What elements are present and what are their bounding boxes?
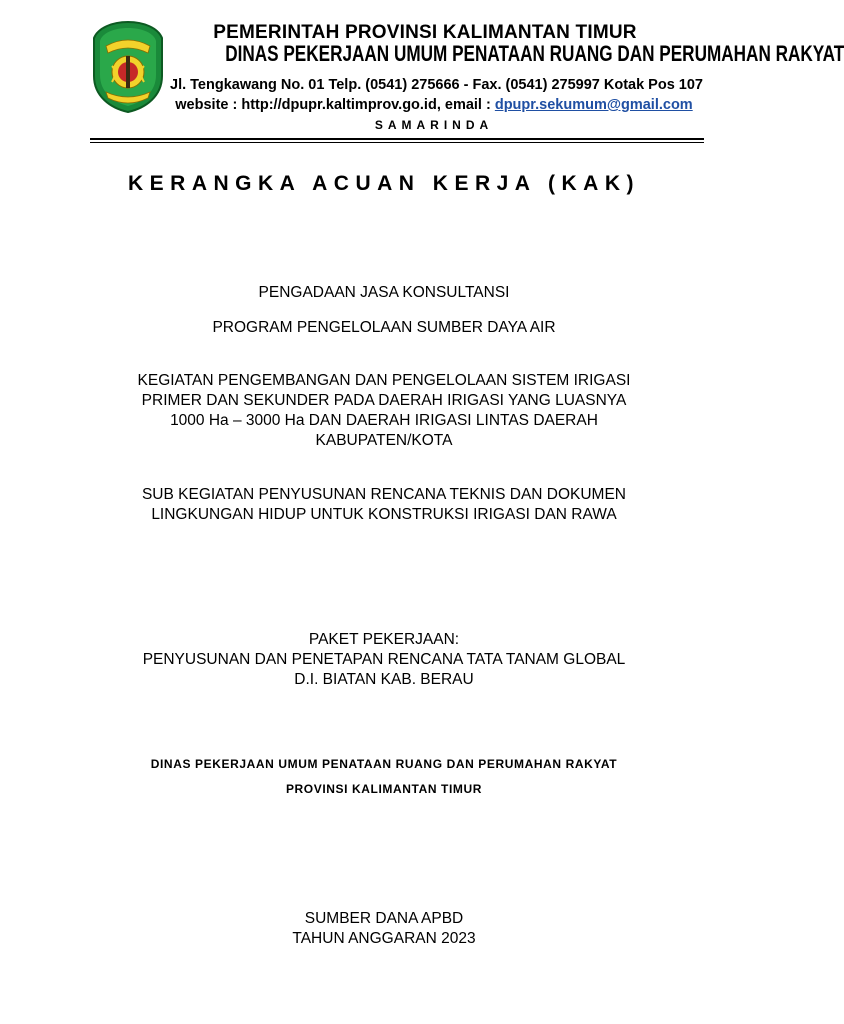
document-title: KERANGKA ACUAN KERJA (KAK)	[128, 172, 640, 195]
activity-line: 1000 Ha – 3000 Ha DAN DAERAH IRIGASI LINTAS DAERAH	[170, 412, 598, 429]
procurement-type: PENGADAAN JASA KONSULTANSI	[258, 284, 510, 301]
package-line: D.I. BIATAN KAB. BERAU	[294, 671, 474, 688]
sub-activity-line: LINGKUNGAN HIDUP UNTUK KONSTRUKSI IRIGASI DAN RAWA	[151, 506, 617, 523]
letterhead-divider-thin	[90, 142, 704, 143]
program-name: PROGRAM PENGELOLAAN SUMBER DAYA AIR	[212, 319, 556, 336]
activity-line: KEGIATAN PENGEMBANGAN DAN PENGELOLAAN SISTEM IRIGASI	[137, 372, 631, 389]
letterhead-divider-thick	[90, 138, 704, 140]
package-label: PAKET PEKERJAAN:	[308, 631, 460, 648]
package-line: PENYUSUNAN DAN PENETAPAN RENCANA TATA TANAM GLOBAL	[142, 651, 626, 668]
letterhead-email-link[interactable]: dpupr.sekumum@gmail.com	[494, 97, 693, 113]
kalimantan-timur-emblem-icon	[92, 20, 164, 114]
agency-name: DINAS PEKERJAAN UMUM PENATAAN RUANG DAN PERUMAHAN RAKYAT	[150, 757, 618, 771]
letterhead-city: SAMARINDA	[374, 118, 494, 132]
activity-line: PRIMER DAN SEKUNDER PADA DAERAH IRIGASI YANG LUASNYA	[141, 392, 627, 409]
letterhead-agency: DINAS PEKERJAAN UMUM PENATAAN RUANG DAN PERUMAHAN RAKYAT	[225, 41, 844, 66]
sub-activity-line: SUB KEGIATAN PENYUSUNAN RENCANA TEKNIS DAN DOKUMEN	[141, 486, 627, 503]
letterhead-government: PEMERINTAH PROVINSI KALIMANTAN TIMUR	[213, 22, 637, 43]
letterhead-contact	[170, 97, 698, 113]
fiscal-year: TAHUN ANGGARAN 2023	[292, 930, 476, 947]
agency-province: PROVINSI KALIMANTAN TIMUR	[285, 782, 483, 796]
letterhead-website: website : http://dpupr.kaltimprov.go.id, email :	[175, 97, 495, 113]
letterhead-address: Jl. Tengkawang No. 01 Telp. (0541) 275666 - Fax. (0541) 275997 Kotak Pos 107	[170, 77, 703, 93]
activity-line: KABUPATEN/KOTA	[315, 432, 453, 449]
funding-source: SUMBER DANA APBD	[304, 910, 464, 927]
